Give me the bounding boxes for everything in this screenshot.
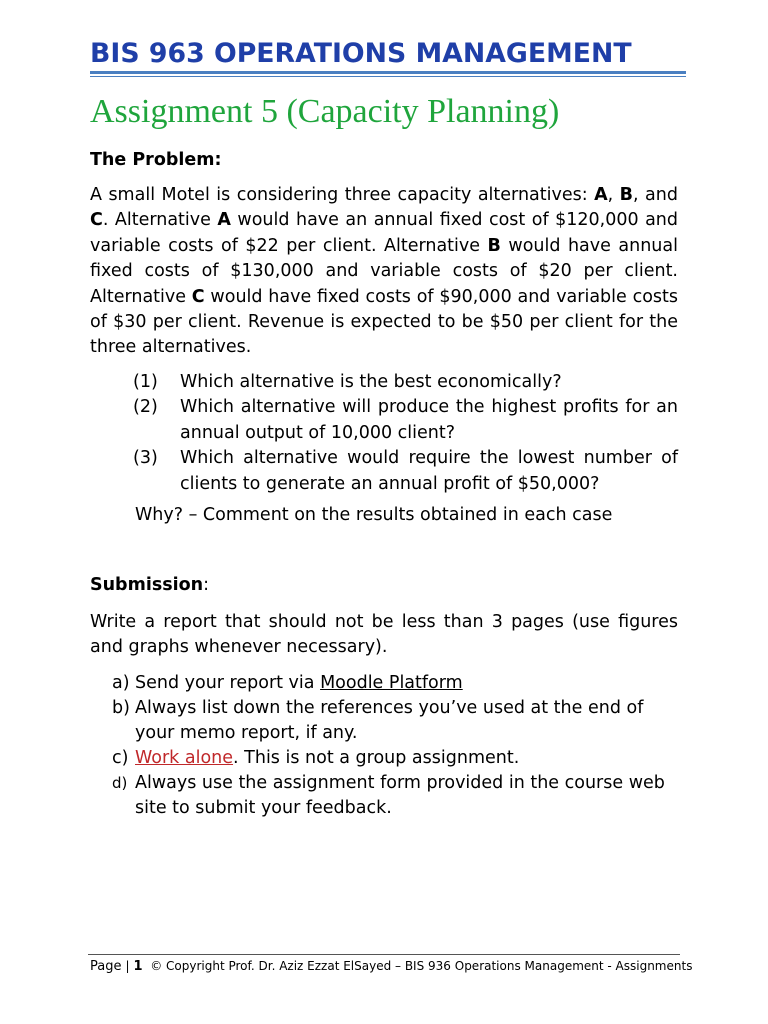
- page-footer: [90, 959, 692, 974]
- copyright-text: © Copyright Prof. Dr. Aziz Ezzat ElSayed – BIS 936 Operations Management - Assignments: [150, 959, 693, 973]
- problem-paragraph: A small Motel is considering three capacity alternatives: A, B, and C. Alternative A would have an annual fixed cost of $120,000 and variable costs of $22 per client. Alternative B would have annual fixed costs of $130,000 and variable costs of $20 per client. Alternative C would have fixed costs of $90,000 and variable costs of $30 per client. Revenue is expected to be $50 per client for the three alternatives.: [90, 185, 679, 358]
- page-number: 1: [133, 959, 143, 974]
- work-alone-link[interactable]: Work alone: [135, 748, 234, 768]
- question-number: (3): [133, 448, 158, 469]
- item-label: b): [112, 698, 130, 718]
- header-rule-thin: [90, 76, 686, 77]
- list-item: c) Work alone. This is not a group assignment.: [112, 746, 680, 771]
- item-text: Always list down the references you’ve used at the end of your memo report, if any.: [135, 698, 644, 743]
- list-item: [133, 446, 678, 497]
- item-label: d): [112, 774, 128, 792]
- footer-divider: [88, 954, 680, 955]
- question-number: (1): [133, 372, 158, 392]
- item-text: Always use the assignment form provided in the course web site to submit your feedback.: [135, 773, 665, 818]
- list-item: a) Send your report via Moodle Platform: [112, 671, 680, 696]
- list-item: [133, 395, 678, 446]
- question-text: Which alternative would require the lowest number of clients to generate an annual profit of $50,000?: [180, 448, 678, 494]
- assignment-title: Assignment 5 (Capacity Planning): [90, 93, 560, 130]
- list-item: [112, 771, 680, 821]
- item-label: c): [112, 748, 129, 768]
- item-label: a): [112, 673, 130, 693]
- submission-paragraph: Write a report that should not be less than 3 pages (use figures and graphs whenever necessary).: [90, 612, 678, 658]
- submission-list: [112, 671, 680, 821]
- moodle-platform-link[interactable]: Moodle Platform: [320, 673, 463, 693]
- list-item: [112, 696, 680, 746]
- question-text: Which alternative is the best economically?: [180, 372, 562, 392]
- list-item: [133, 370, 678, 395]
- submission-heading: Submission:: [90, 575, 210, 595]
- why-comment: Why? – Comment on the results obtained in each case: [135, 505, 613, 525]
- question-number: (2): [133, 397, 158, 418]
- footer-separator: |: [125, 959, 130, 973]
- header-rule-thick: [90, 71, 686, 74]
- question-text: Which alternative will produce the highest profits for an annual output of 10,000 client?: [180, 397, 678, 443]
- problem-heading: The Problem:: [90, 150, 222, 170]
- page-label: Page: [90, 959, 122, 974]
- course-header: BIS 963 OPERATIONS MANAGEMENT: [90, 38, 632, 69]
- question-list: [133, 370, 678, 497]
